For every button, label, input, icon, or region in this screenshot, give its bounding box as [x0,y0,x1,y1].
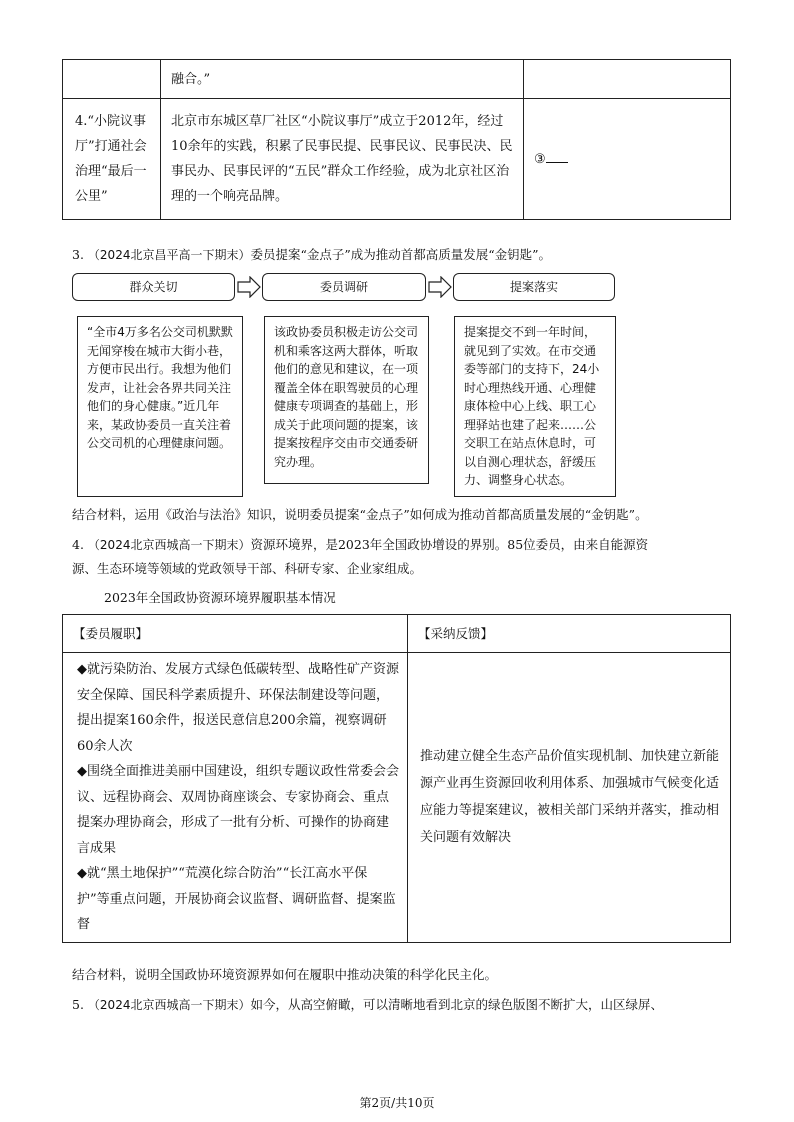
question-3-stem [72,245,551,263]
duties-cell [63,653,408,943]
feedback-cell: 推动建立健全生态产品价值实现机制、加快建立新能源产业再生资源回收利用体系、加强城市气候变化适应能力等提案建议，被相关部门采纳并落实，推动相关问题有效解决 [408,653,731,943]
answer-marker: ③ [534,151,546,167]
question-number: 3. [72,247,84,262]
table-cell [524,60,731,99]
flow-step-2: 委员调研 [262,273,426,301]
duty-item: ◆就“黑土地保护”“荒漠化综合防治”“长江高水平保护”等重点问题，开展协商会议监督、调研监督、提案监督 [77,866,396,932]
flow-arrow-icon [237,276,261,298]
material-box-3: 提案提交不到一年时间，就见到了实效。在市交通委等部门的支持下，24小时心理热线开通、心理健康体检中心上线、职工心理驿站也建了起来……公交职工在站点休息时，可以自测心理状态，舒缓压力、调整身心状态。 [454,316,616,497]
answer-blank-line [546,149,568,163]
table-cell-title: 4.“小院议事厅”打通社会治理“最后一公里” [63,99,161,220]
table-row [63,60,731,99]
flow-step-3: 提案落实 [453,273,615,301]
duty-item: ◆就污染防治、发展方式绿色低碳转型、战略性矿产资源安全保障、国民科学素质提升、环保法制建设等问题，提出提案160余件，报送民意信息200余篇，视察调研60余人次 [77,662,399,754]
question-number: 4. [72,537,84,552]
header-duties: 【委员履职】 [63,615,408,653]
table-cell-content: 北京市东城区草厂社区“小院议事厅”成立于2012年，经过10余年的实践，积累了民事民提、民事民议、民事民决、民事民办、民事民评的“五民”群众工作经验，成为北京社区治理的一个响亮品牌。 [161,99,524,220]
question-4-stem [72,535,648,553]
question-stem: 如今，从高空俯瞰，可以清晰地看到北京的绿色版图不断扩大，山区绿屏、 [250,997,663,1012]
duty-item: ◆围绕全面推进美丽中国建设，组织专题议政性常委会会议、远程协商会、双周协商座谈会、专家协商会、重点提案办理协商会，形成了一批有分析、可操作的协商建言成果 [77,764,399,856]
table-cell: 融合。” [161,60,524,99]
question-3-ask: 结合材料，运用《政治与法治》知识，说明委员提案“金点子”如何成为推动首都高质量发展的“金钥匙”。 [72,507,648,522]
flow-step-1: 群众关切 [72,273,235,301]
question-source: （2024北京西城高一下期末） [87,998,251,1012]
material-box-2: 该政协委员积极走访公交司机和乘客这两大群体，听取他们的意见和建议，在一项覆盖全体在职驾驶员的心理健康专项调查的基础上，形成关于此项问题的提案，该提案按程序交由市交通委研究办理。 [264,316,429,484]
answer-blank-cell [524,99,731,220]
table-title: 2023年全国政协资源环境界履职基本情况 [104,590,336,605]
question-number: 5. [72,997,84,1012]
performance-table [62,614,731,943]
question-source: （2024北京西城高一下期末） [87,538,251,552]
table-row [63,99,731,220]
question-5-stem [72,995,663,1013]
table-cell [63,60,161,99]
table-row [63,653,731,943]
question-stem-line-1: 资源环境界，是2023年全国政协增设的界别。85位委员，由来自能源资 [250,537,649,552]
question-4-stem-line-2: 源、生态环境等领域的党政领导干部、科研专家、企业家组成。 [72,561,423,576]
top-table [62,59,731,220]
header-feedback: 【采纳反馈】 [408,615,731,653]
page-footer: 第2页/共10页 [359,1096,435,1110]
table-header-row [63,615,731,653]
question-source: （2024北京昌平高一下期末） [87,248,251,262]
material-box-1: “全市4万多名公交司机默默无闻穿梭在城市大街小巷，方便市民出行。我想为他们发声，让社会各界共同关注他们的身心健康。”近几年来，某政协委员一直关注着公交司机的心理健康问题。 [77,316,243,497]
flow-arrow-icon [428,276,452,298]
question-4-ask: 结合材料，说明全国政协环境资源界如何在履职中推动决策的科学化民主化。 [72,967,498,982]
question-stem: 委员提案“金点子”成为推动首都高质量发展“金钥匙”。 [250,247,552,262]
